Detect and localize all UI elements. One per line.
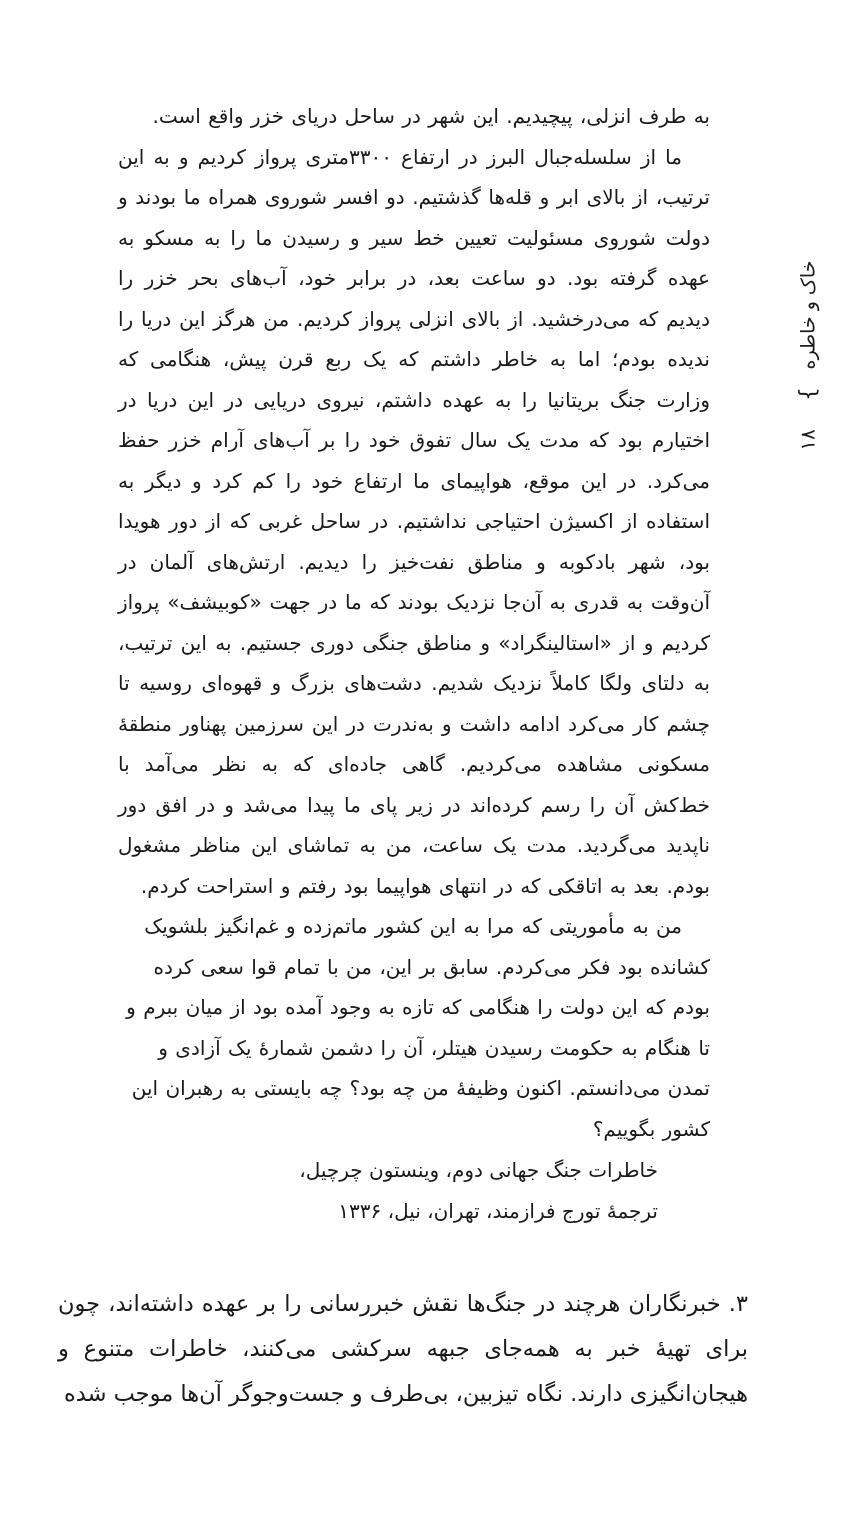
running-head-separator: { (795, 387, 821, 401)
numbered-paragraph-text: ۳. خبرنگاران هرچند در جنگ‌ها نقش خبررسانی را بر عهده داشته‌اند، چون برای تهیهٔ خبر به همه‌جای جبهه سرکشی می‌کنند، خاطرات متنوع و هیجان‌انگیزی دارند. نگاه تیزبین، بی‌طرف و جست‌وجوگر آن‌ها موجب شده (58, 1291, 748, 1407)
source-line: خاطرات جنگ جهانی دوم، وینستون چرچیل، (299, 1158, 658, 1182)
quoted-passage (118, 96, 710, 1149)
running-head-title-text: خاک و خاطره (797, 260, 820, 370)
quote-paragraph: به طرف انزلی، پیچیدیم. این شهر در ساحل دریای خزر واقع است. (152, 104, 710, 128)
page-number (790, 420, 826, 460)
quote-paragraph: من به مأموریتی که مرا به این کشور ماتم‌زده و غم‌انگیز بلشویک کشانده بود فکر می‌کردم. سابق بر این، من با تمام قوا سعی کرده بودم که این دولت را هنگامی که تازه به وجود آمده بود از میان ببرم و تا هنگام به حکومت رسیدن هیتلر، آن را دشمن شمارهٔ یک آزادی و تمدن می‌دانستم. اکنون وظیفهٔ من چه بود؟ چه بایستی به رهبران این کشور بگوییم؟ (126, 914, 710, 1141)
quote-source (118, 1150, 658, 1231)
running-head-title (778, 260, 838, 370)
quote-paragraph: ما از سلسله‌جبال البرز در ارتفاع ۳۳۰۰متری پرواز کردیم و به این ترتیب، از بالای ابر و قله‌ها گذشتیم. دو افسر شوروی همراه ما بودند و دولت شوروی مسئولیت تعیین خط سیر و رسیدن ما را به مسکو به عهده گرفته بود. دو ساعت بعد، در برابر خود، آب‌های بحر خزر را دیدیم که می‌درخشید. از بالای انزلی پرواز کردیم. من هرگز این دریا را ندیده بودم؛ اما به خاطر داشتم که یک ربع قرن پیش، هنگامی که وزارت جنگ بریتانیا را به عهده داشتم، نیروی دریایی در این دریا در اختیارم بود که مدت یک سال تفوق خود را بر آب‌های آرام خزر حفظ می‌کرد. در این موقع، هواپیمای ما ارتفاع خود را کم کرد و دیگر به استفاده از اکسیژن احتیاجی نداشتیم. در ساحل غربی که از دور هویدا بود، شهر بادکوبه و مناطق نفت‌خیز را دیدیم. ارتش‌های آلمان در آن‌وقت به قدری به آن‌جا نزدیک بودند که ما در جهت «کوبیشف» پرواز کردیم و از «استالینگراد» و مناطق جنگی دوری جستیم. به این ترتیب، به دلتای ولگا کاملاً نزدیک شدیم. دشت‌های بزرگ و قهوه‌ای روسیه تا چشم کار می‌کرد ادامه داشت و به‌ندرت در این سرزمین پهناور منطقهٔ مسکونی مشاهده می‌کردیم. گاهی جاده‌ای که به نظر می‌آمد با خط‌کش آن را رسم کرده‌اند در زیر پای ما پیدا می‌شد و در افق دور ناپدید می‌گردید. مدت یک ساعت، من به تماشای این مناظر مشغول بودم. بعد به اتاقکی که در انتهای هواپیما بود رفتم و استراحت کردم. (118, 144, 710, 898)
source-line: ترجمهٔ تورج فرازمند، تهران، نیل، ۱۳۳۶ (338, 1198, 658, 1223)
numbered-paragraph (58, 1282, 748, 1417)
page-number-text: ۱۸ (795, 429, 820, 451)
